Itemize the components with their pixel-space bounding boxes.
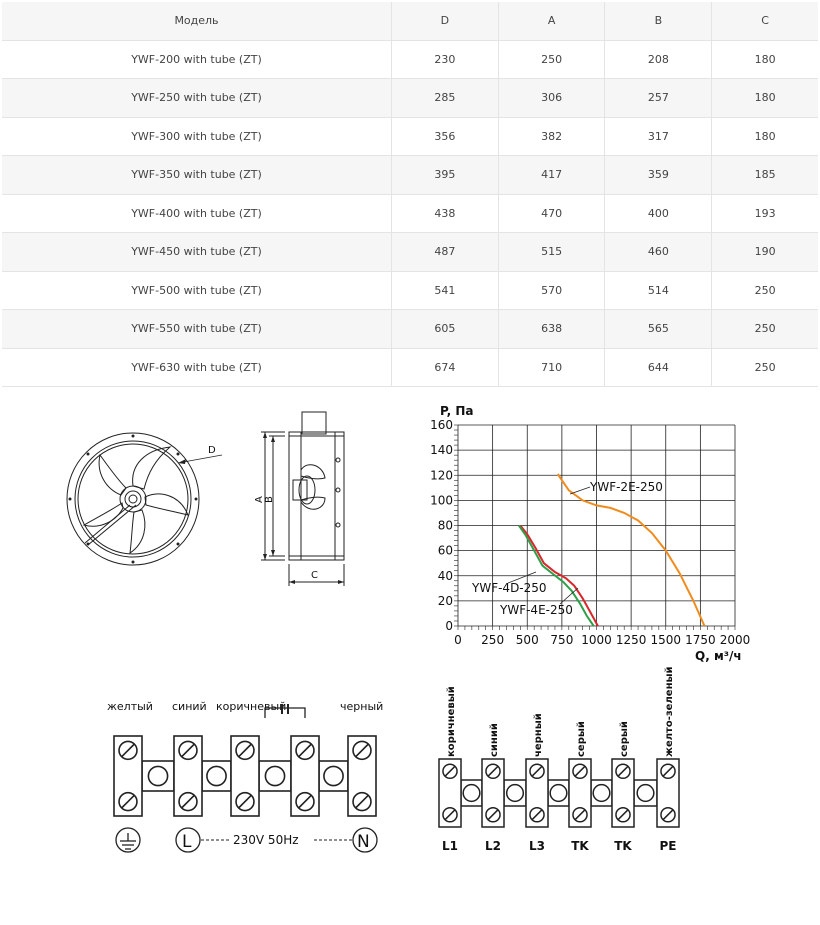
table-row — [2, 271, 818, 310]
supply-label: 230V 50Hz — [233, 833, 299, 847]
terminal-label: L3 — [529, 839, 545, 853]
dimension-cell: 180 — [712, 117, 818, 156]
dimension-cell: 185 — [712, 156, 818, 195]
dimension-cell: 400 — [605, 194, 712, 233]
bridge-screw-icon — [593, 785, 610, 802]
dimension-cell: 710 — [498, 348, 605, 387]
dimension-cell: 487 — [391, 233, 498, 272]
model-cell: YWF-200 with tube (ZT) — [2, 40, 391, 79]
dimension-cell: 565 — [605, 310, 712, 349]
table-row — [2, 156, 818, 195]
bridge-screw-icon — [637, 785, 654, 802]
terminal-label: TK — [571, 839, 589, 853]
label-d: D — [208, 445, 216, 456]
x-tick-label: 1000 — [581, 633, 612, 647]
dimension-cell: 395 — [391, 156, 498, 195]
x-tick-label: 1500 — [650, 633, 682, 647]
bridge-screw-icon — [550, 785, 567, 802]
y-tick-label: 160 — [430, 418, 453, 432]
column-header: Модель — [2, 2, 391, 40]
dimension-table — [2, 2, 818, 387]
model-cell: YWF-550 with tube (ZT) — [2, 310, 391, 349]
table-row — [2, 79, 818, 118]
dimension-cell: 644 — [605, 348, 712, 387]
series-label: YWF-4D-250 — [472, 581, 547, 595]
column-header: C — [712, 2, 818, 40]
x-tick-label: 500 — [515, 633, 539, 647]
wire-label-black: черный — [340, 700, 384, 713]
dimension-cell: 417 — [498, 156, 605, 195]
wire-label: синий — [489, 723, 500, 757]
dimension-cell: 208 — [605, 40, 712, 79]
model-cell: YWF-450 with tube (ZT) — [2, 233, 391, 272]
model-cell: YWF-350 with tube (ZT) — [2, 156, 391, 195]
dimension-cell: 515 — [498, 233, 605, 272]
dimension-cell: 306 — [498, 79, 605, 118]
y-tick-label: 20 — [437, 593, 453, 608]
dimension-cell: 250 — [712, 348, 818, 387]
series-leader-line — [570, 487, 590, 494]
dimension-cell: 438 — [391, 194, 498, 233]
table-row — [2, 117, 818, 156]
x-tick-label: 1750 — [685, 633, 716, 647]
dimension-cell: 460 — [605, 233, 712, 272]
table-row — [2, 348, 818, 387]
symbol-l: L — [182, 832, 192, 852]
bridge-screw-icon — [148, 766, 167, 785]
fan-side-view — [245, 410, 360, 590]
table-row — [2, 233, 818, 272]
fan-front-view — [60, 425, 230, 585]
y-tick-label: 140 — [430, 443, 453, 458]
dimension-cell: 356 — [391, 117, 498, 156]
model-cell: YWF-400 with tube (ZT) — [2, 194, 391, 233]
terminal-label: PE — [659, 839, 677, 853]
y-tick-label: 100 — [430, 493, 453, 508]
dimension-cell: 541 — [391, 271, 498, 310]
terminal-label: L1 — [442, 839, 458, 853]
dimension-cell: 230 — [391, 40, 498, 79]
label-c: C — [311, 570, 318, 581]
wire-label: желто-зеленый — [664, 666, 675, 757]
wire-label-blue: синий — [172, 700, 207, 713]
dimension-cell: 180 — [712, 79, 818, 118]
performance-chart — [420, 398, 760, 673]
dimension-cell: 570 — [498, 271, 605, 310]
dimension-cell: 285 — [391, 79, 498, 118]
series-label: YWF-4E-250 — [500, 603, 573, 617]
model-cell: YWF-250 with tube (ZT) — [2, 79, 391, 118]
dimension-cell: 250 — [498, 40, 605, 79]
dimension-cell: 193 — [712, 194, 818, 233]
bridge-screw-icon — [265, 766, 284, 785]
bridge-screw-icon — [207, 766, 226, 785]
dimension-cell: 359 — [605, 156, 712, 195]
x-axis-label: Q, м³/ч — [695, 649, 742, 663]
symbol-n: N — [357, 832, 370, 852]
x-tick-label: 0 — [454, 633, 462, 647]
dimension-cell: 257 — [605, 79, 712, 118]
y-axis-label: P, Па — [440, 404, 474, 418]
dimension-cell: 605 — [391, 310, 498, 349]
y-tick-label: 120 — [430, 468, 453, 483]
terminal-label: L2 — [485, 839, 501, 853]
dimension-cell: 470 — [498, 194, 605, 233]
wiring-diagram-single-phase — [100, 690, 400, 865]
table-row — [2, 40, 818, 79]
label-a: A — [254, 496, 265, 503]
model-cell: YWF-500 with tube (ZT) — [2, 271, 391, 310]
wire-label: серый — [619, 721, 630, 757]
column-header: A — [498, 2, 605, 40]
wire-label-brown: коричневый — [216, 700, 287, 713]
table-row — [2, 194, 818, 233]
dimension-cell: 514 — [605, 271, 712, 310]
y-tick-label: 0 — [445, 619, 453, 633]
column-header: D — [391, 2, 498, 40]
model-cell: YWF-630 with tube (ZT) — [2, 348, 391, 387]
column-header: B — [605, 2, 712, 40]
bridge-screw-icon — [463, 785, 480, 802]
table-header-row — [2, 2, 818, 40]
model-cell: YWF-300 with tube (ZT) — [2, 117, 391, 156]
x-tick-label: 750 — [550, 633, 574, 647]
wire-label-yellow: желтый — [107, 700, 153, 713]
x-tick-label: 1250 — [615, 633, 647, 647]
wire-label: серый — [576, 721, 587, 757]
dimension-cell: 250 — [712, 271, 818, 310]
y-tick-label: 60 — [437, 543, 453, 558]
dimension-cell: 190 — [712, 233, 818, 272]
bridge-screw-icon — [507, 785, 524, 802]
series-label: YWF-2E-250 — [590, 480, 663, 494]
bridge-screw-icon — [324, 766, 343, 785]
dimension-cell: 382 — [498, 117, 605, 156]
dimension-cell: 317 — [605, 117, 712, 156]
table-row — [2, 310, 818, 349]
y-tick-label: 40 — [437, 568, 453, 583]
dimension-cell: 674 — [391, 348, 498, 387]
y-tick-label: 80 — [437, 518, 453, 533]
x-tick-label: 250 — [481, 633, 505, 647]
dimension-cell: 250 — [712, 310, 818, 349]
dimension-cell: 638 — [498, 310, 605, 349]
wiring-diagram-three-phase — [430, 665, 700, 865]
wire-label: черный — [533, 713, 544, 757]
dimension-cell: 180 — [712, 40, 818, 79]
terminal-label: TK — [614, 839, 632, 853]
x-tick-label: 2000 — [719, 633, 751, 647]
label-b: B — [264, 496, 275, 503]
wire-label: коричневый — [446, 686, 457, 757]
